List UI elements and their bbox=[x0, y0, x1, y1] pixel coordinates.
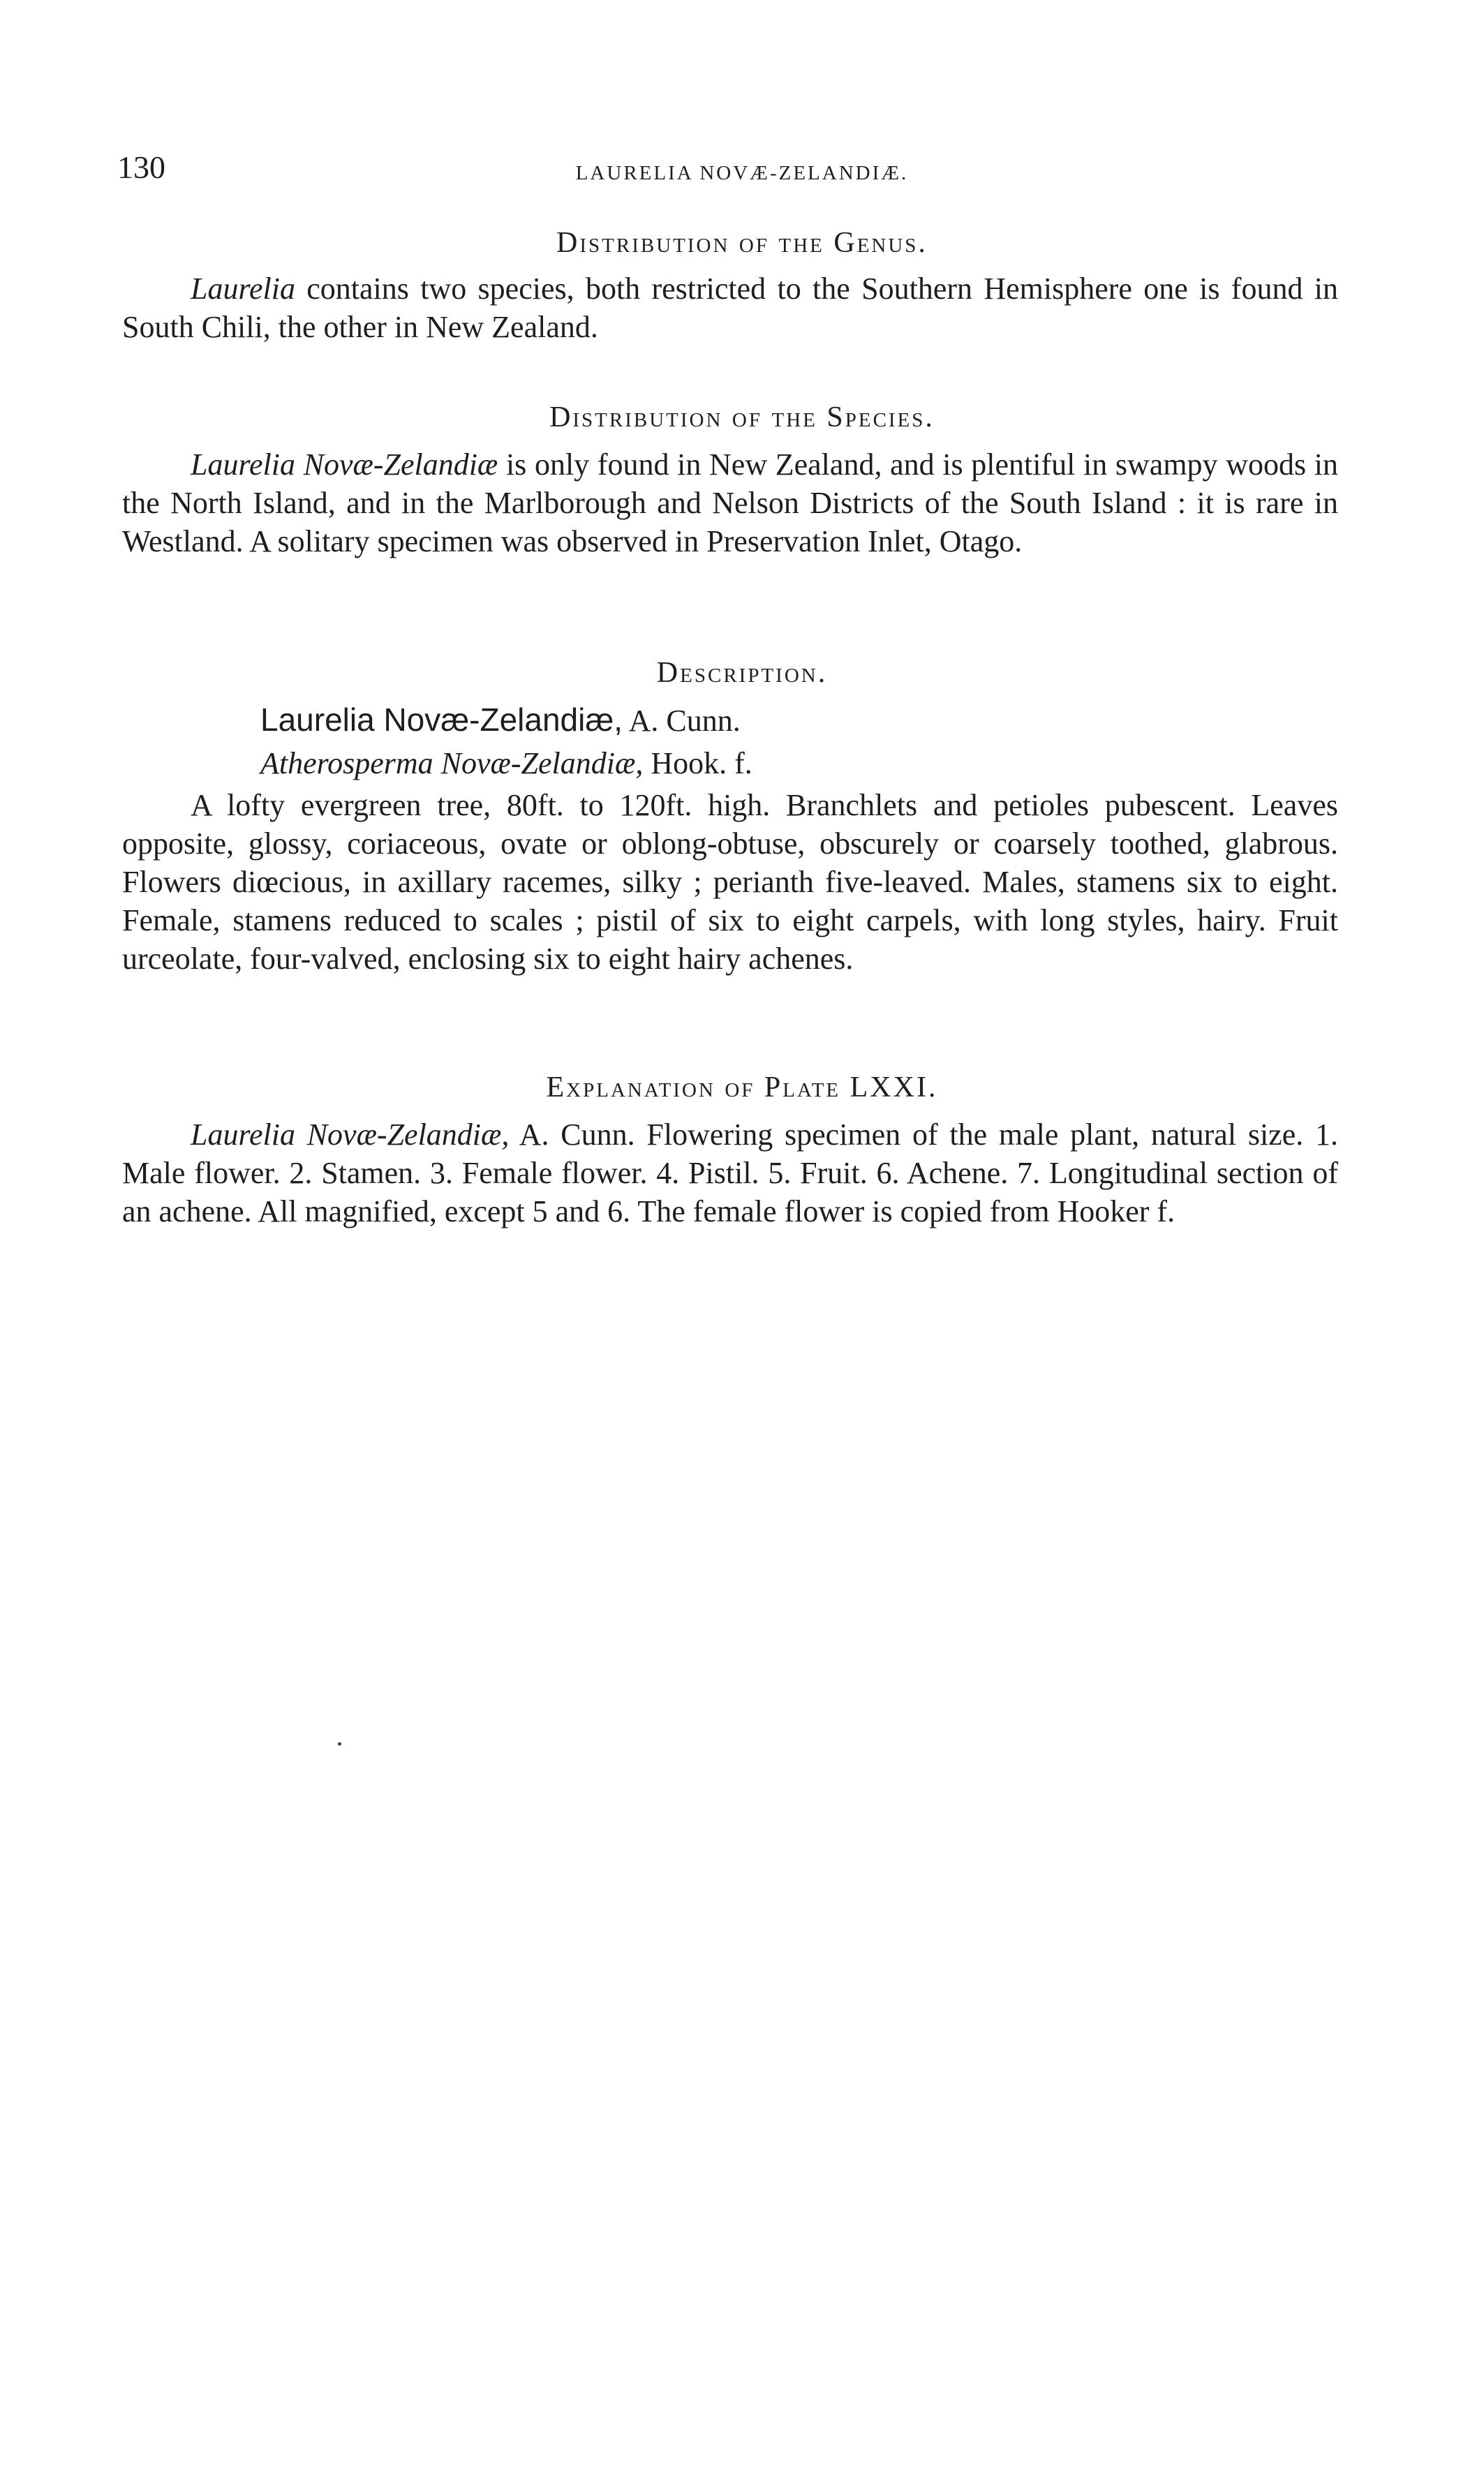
plate-species-name: Laurelia Novæ-Zelandiæ, bbox=[191, 1117, 510, 1152]
species-name: Laurelia Novæ-Zelandiæ bbox=[191, 447, 498, 482]
synonym-line bbox=[260, 743, 752, 784]
genus-paragraph bbox=[122, 269, 1338, 346]
plate-heading: Explanation of Plate LXXI. bbox=[546, 1071, 938, 1104]
ink-speck bbox=[338, 1742, 341, 1746]
species-heading: Distribution of the Species. bbox=[549, 401, 935, 433]
synonym-name: Atherosperma Novæ-Zelandiæ, bbox=[260, 746, 644, 780]
running-title: LAURELIA NOVÆ-ZELANDIÆ. bbox=[575, 162, 909, 184]
description-species-name: Laurelia Novæ-Zelandiæ, bbox=[260, 701, 623, 738]
description-heading: Description. bbox=[656, 657, 828, 689]
page-number: 130 bbox=[117, 149, 165, 185]
species-text: is only found in New Zealand, and is plentiful in swampy woods in the North Island, and in the Marlborough and Nelson Districts of the South Island : it is rare in Westland. A solitary specimen was observed in Preservation Inlet, Otago. bbox=[122, 447, 1338, 558]
species-paragraph bbox=[122, 445, 1338, 560]
description-authority: A. Cunn. bbox=[623, 704, 741, 738]
plate-paragraph bbox=[122, 1115, 1338, 1231]
genus-text: contains two species, both restricted to the Southern Hemisphere one is found in South Chili, the other in New Zealand. bbox=[122, 272, 1338, 344]
description-paragraph: A lofty evergreen tree, 80ft. to 120ft. high. Branchlets and petioles pubescent. Leaves opposite, glossy, coriaceous, ovate or oblong-obtuse, obscurely or coarsely toothed, glabrous. Flowers diœcious, in axillary racemes, silky ; perianth five-leaved. Males, stamens six to eight. Female, stamens reduced to scales ; pistil of six to eight carpels, with long styles, hairy. Fruit urceolate, four-valved, enclosing six to eight hairy achenes. bbox=[122, 788, 1338, 976]
plate-text: A. Cunn. Flowering specimen of the male plant, natural size. 1. Male flower. 2. Stamen. 3. Female flower. 4. Pistil. 5. Fruit. 6. Achene. 7. Longitudinal section of an achene. All magnified, except 5 and 6. The female flower is copied from Hooker f. bbox=[122, 1117, 1338, 1228]
genus-heading: Distribution of the Genus. bbox=[556, 227, 928, 259]
genus-name: Laurelia bbox=[191, 272, 295, 306]
synonym-authority: Hook. f. bbox=[643, 746, 752, 780]
description-species-line bbox=[260, 699, 741, 741]
